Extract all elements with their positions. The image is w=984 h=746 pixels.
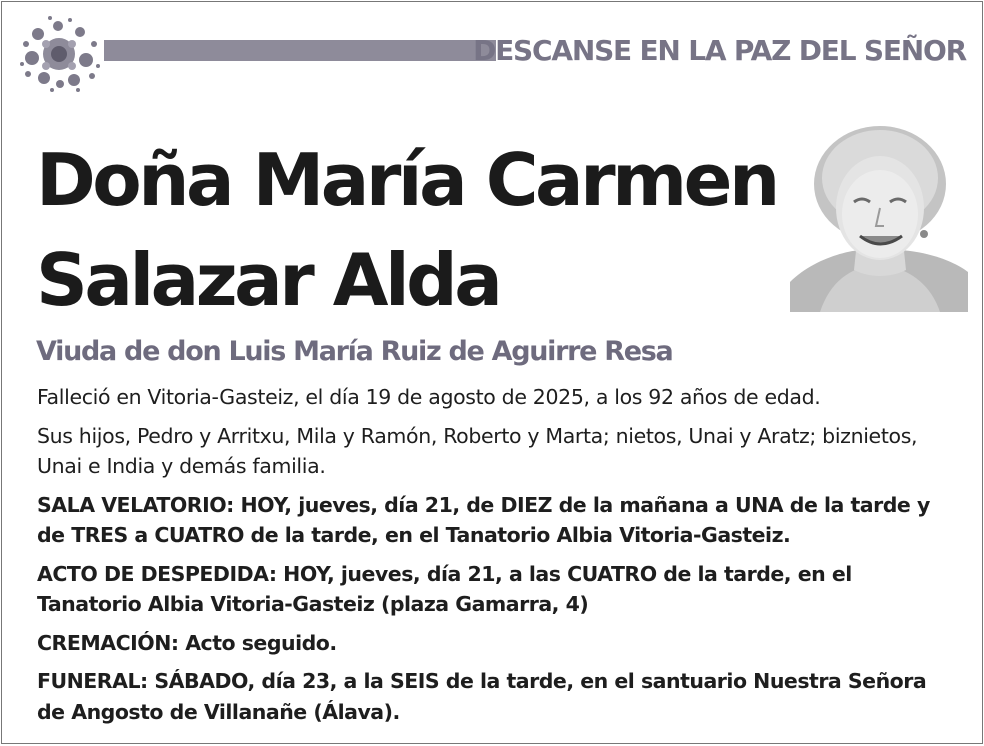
- obituary-body: [37, 382, 957, 735]
- name-line-1: Doña María Carmen: [36, 138, 777, 222]
- death-notice: Falleció en Vitoria-Gasteiz, el día 19 de agosto de 2025, a los 92 años de edad.: [37, 385, 821, 409]
- name-line-2: Salazar Alda: [36, 238, 500, 322]
- portrait-image: [790, 122, 968, 312]
- family-text: Sus hijos, Pedro y Arritxu, Mila y Ramón, Roberto y Marta; nietos, Unai y Aratz; biznietos, Unai e India y demás familia.: [37, 423, 918, 478]
- funeral-text: FUNERAL: SÁBADO, día 23, a la SEIS de la tarde, en el santuario Nuestra Señora de Angosto de Villanañe (Álava).: [37, 669, 927, 724]
- subtitle: Viuda de don Luis María Ruiz de Aguirre Resa: [36, 336, 673, 367]
- deceased-name: [36, 130, 777, 330]
- cremacion-text: CREMACIÓN: Acto seguido.: [37, 630, 337, 655]
- header-bar: [104, 40, 496, 61]
- obituary-card: [1, 1, 983, 744]
- despedida-text: ACTO DE DESPEDIDA: HOY, jueves, día 21, a las CUATRO de la tarde, en el Tanatorio Albia Vitoria-Gasteiz (plaza Gamarra, 4): [37, 561, 852, 616]
- header: [16, 14, 968, 92]
- velatorio-text: SALA VELATORIO: HOY, jueves, día 21, de DIEZ de la mañana a UNA de la tarde y de TRES a CUATRO de la tarde, en el Tanatorio Albia Vitoria-Gasteiz.: [37, 492, 930, 547]
- motto: DESCANSE EN LA PAZ DEL SEÑOR: [473, 34, 966, 67]
- flower-ornament-icon: [18, 14, 100, 92]
- portrait-photo: [790, 122, 968, 312]
